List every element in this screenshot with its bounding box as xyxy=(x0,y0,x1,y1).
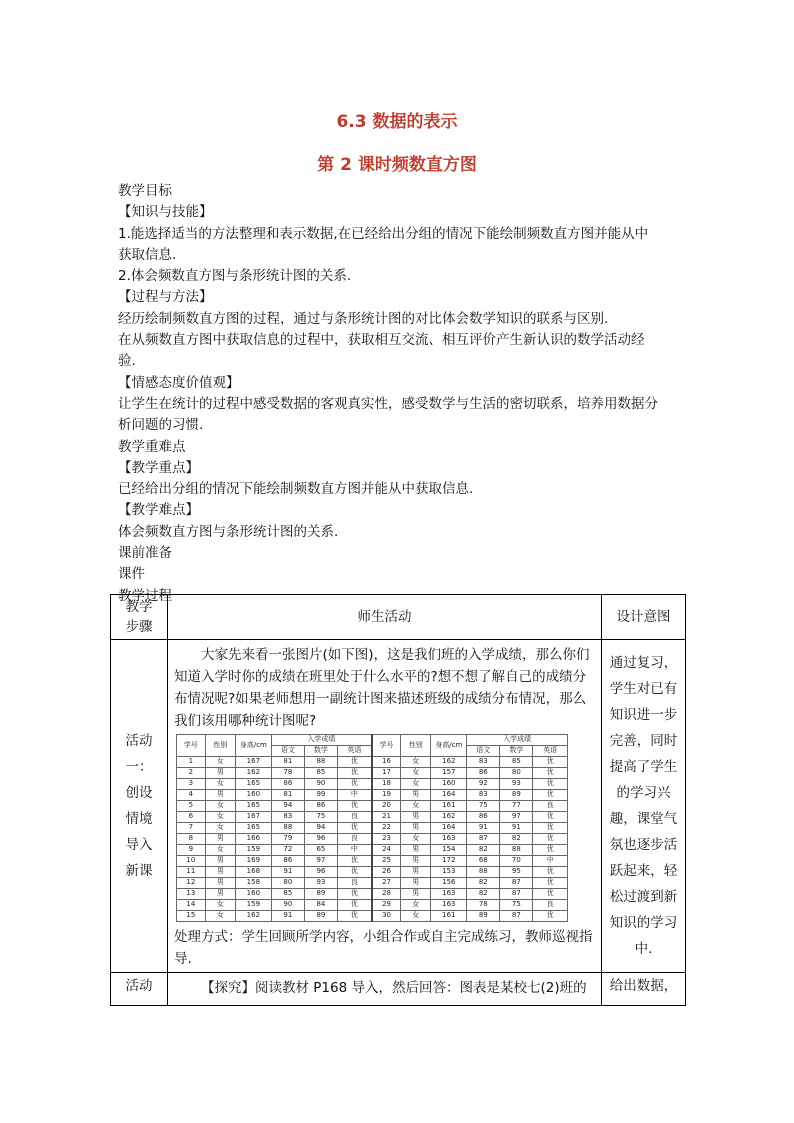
grades-cell: 优 xyxy=(533,911,568,922)
grades-cell: 86 xyxy=(271,856,304,867)
grades-cell: 89 xyxy=(500,790,533,801)
grades-cell: 78 xyxy=(467,900,500,911)
grades-cell: 96 xyxy=(304,834,337,845)
table-row xyxy=(111,640,686,973)
grades-cell: 8 xyxy=(177,834,206,845)
grades-header-row xyxy=(177,735,568,746)
grades-cell: 男 xyxy=(205,834,235,845)
text-line: 课前准备 xyxy=(118,545,172,562)
grades-cell: 女 xyxy=(205,779,235,790)
grades-cell: 25 xyxy=(372,856,401,867)
grades-cell: 男 xyxy=(205,889,235,900)
grades-cell: 162 xyxy=(235,768,271,779)
grades-cell: 75 xyxy=(467,801,500,812)
grades-cell: 女 xyxy=(205,801,235,812)
text-line: 在从频数直方图中获取信息的过程中，获取相互交流、相互评价产生新认识的数学活动经 xyxy=(118,332,645,349)
grades-cell: 168 xyxy=(235,867,271,878)
grades-header-id: 学号 xyxy=(372,735,401,757)
grades-header-score: 入学成绩 xyxy=(271,735,372,746)
grades-header-id: 学号 xyxy=(177,735,206,757)
text-line: 析问题的习惯. xyxy=(118,417,204,434)
grades-header-height: 身高/cm xyxy=(235,735,271,757)
text-line: 教学目标 xyxy=(118,183,172,199)
grades-cell: 优 xyxy=(533,757,568,768)
grades-cell: 70 xyxy=(500,856,533,867)
grades-cell: 85 xyxy=(271,889,304,900)
grades-cell: 女 xyxy=(205,911,235,922)
grades-cell: 153 xyxy=(431,867,467,878)
grades-cell: 97 xyxy=(500,812,533,823)
grades-header-math: 数学 xyxy=(304,746,337,757)
table-row xyxy=(111,973,686,1006)
grades-cell: 女 xyxy=(401,768,431,779)
grades-cell: 26 xyxy=(372,867,401,878)
grades-cell: 83 xyxy=(467,790,500,801)
grades-cell: 优 xyxy=(533,878,568,889)
activity-method: 处理方式：学生回顾所学内容，小组合作或自主完成练习，教师巡视指导. xyxy=(174,929,593,967)
grades-cell: 88 xyxy=(500,845,533,856)
grades-cell: 良 xyxy=(337,834,372,845)
grades-cell: 19 xyxy=(372,790,401,801)
grades-cell: 15 xyxy=(177,911,206,922)
grades-cell: 优 xyxy=(533,845,568,856)
grades-cell: 优 xyxy=(337,779,372,790)
grades-cell: 78 xyxy=(271,768,304,779)
grades-cell: 14 xyxy=(177,900,206,911)
grades-cell: 162 xyxy=(235,911,271,922)
grades-cell: 88 xyxy=(304,757,337,768)
grades-cell: 159 xyxy=(235,900,271,911)
grades-cell: 160 xyxy=(431,779,467,790)
grades-cell: 1 xyxy=(177,757,206,768)
grades-row xyxy=(177,911,568,922)
grades-cell: 优 xyxy=(533,834,568,845)
grades-cell: 86 xyxy=(467,768,500,779)
grades-cell: 男 xyxy=(401,867,431,878)
grades-cell: 86 xyxy=(304,801,337,812)
grades-row xyxy=(177,845,568,856)
grades-cell: 优 xyxy=(337,856,372,867)
grades-cell: 88 xyxy=(271,823,304,834)
text-line: 让学生在统计的过程中感受数据的客观真实性，感受数学与生活的密切联系，培养用数据分 xyxy=(118,395,658,412)
grades-cell: 159 xyxy=(235,845,271,856)
grades-cell: 93 xyxy=(500,779,533,790)
grades-cell: 97 xyxy=(304,856,337,867)
grades-cell: 3 xyxy=(177,779,206,790)
grades-row xyxy=(177,790,568,801)
grades-cell: 优 xyxy=(337,900,372,911)
grades-cell: 92 xyxy=(467,779,500,790)
grades-cell: 10 xyxy=(177,856,206,867)
activity-intro: 大家先来看一张图片(如下图)，这是我们班的入学成绩，那么你们知道入学时你的成绩在班里处于什么水平的?想不想了解自己的成绩分布情况呢?如果老师想用一副统计图来描述班级的成绩分布情况，那么我们该用哪种统计图呢? xyxy=(174,647,590,729)
grades-cell: 164 xyxy=(431,823,467,834)
text-line: 已经给出分组的情况下能绘制频数直方图并能从中获取信息. xyxy=(118,481,474,498)
grades-cell: 20 xyxy=(372,801,401,812)
grades-cell: 6 xyxy=(177,812,206,823)
grades-cell: 18 xyxy=(372,779,401,790)
grades-cell: 167 xyxy=(235,812,271,823)
grades-cell: 87 xyxy=(500,889,533,900)
grades-cell: 17 xyxy=(372,768,401,779)
grades-header-english: 英语 xyxy=(337,746,372,757)
grades-cell: 85 xyxy=(500,757,533,768)
teaching-process-table xyxy=(110,594,686,1006)
grades-cell: 162 xyxy=(431,757,467,768)
grades-cell: 良 xyxy=(337,878,372,889)
step-cell xyxy=(111,640,168,973)
grades-cell: 16 xyxy=(372,757,401,768)
grades-cell: 154 xyxy=(431,845,467,856)
grades-cell: 男 xyxy=(401,889,431,900)
grades-cell: 83 xyxy=(467,757,500,768)
grades-cell: 优 xyxy=(533,768,568,779)
grades-cell: 82 xyxy=(467,878,500,889)
step-cell: 活动 xyxy=(111,973,168,1006)
grades-cell: 82 xyxy=(467,889,500,900)
grades-cell: 158 xyxy=(235,878,271,889)
grades-cell: 160 xyxy=(235,889,271,900)
grades-cell: 90 xyxy=(271,900,304,911)
grades-cell: 89 xyxy=(304,911,337,922)
header-activity: 师生活动 xyxy=(168,595,602,640)
grades-cell: 93 xyxy=(304,878,337,889)
grades-cell: 80 xyxy=(500,768,533,779)
grades-cell: 83 xyxy=(271,812,304,823)
grades-cell: 90 xyxy=(304,779,337,790)
grades-cell: 165 xyxy=(235,801,271,812)
grades-cell: 男 xyxy=(205,867,235,878)
grades-cell: 中 xyxy=(337,845,372,856)
grades-cell: 男 xyxy=(205,790,235,801)
grades-row xyxy=(177,801,568,812)
grades-row xyxy=(177,757,568,768)
grades-cell: 女 xyxy=(205,823,235,834)
text-line: 【教学重点】 xyxy=(118,459,199,476)
grades-cell: 157 xyxy=(431,768,467,779)
grades-cell: 4 xyxy=(177,790,206,801)
text-line: 【教学难点】 xyxy=(118,502,199,519)
text-line: 验. xyxy=(118,353,136,370)
grades-cell: 30 xyxy=(372,911,401,922)
grades-cell: 89 xyxy=(304,889,337,900)
activity-cell xyxy=(168,973,602,1006)
grades-cell: 79 xyxy=(271,834,304,845)
grades-cell: 86 xyxy=(467,812,500,823)
grades-cell: 161 xyxy=(431,801,467,812)
grades-cell: 75 xyxy=(304,812,337,823)
grades-row xyxy=(177,823,568,834)
grades-row xyxy=(177,878,568,889)
grades-cell: 男 xyxy=(205,878,235,889)
grades-cell: 82 xyxy=(500,834,533,845)
grades-cell: 11 xyxy=(177,867,206,878)
grades-cell: 28 xyxy=(372,889,401,900)
grades-row xyxy=(177,900,568,911)
grades-cell: 160 xyxy=(235,790,271,801)
grades-cell: 65 xyxy=(304,845,337,856)
grades-cell: 女 xyxy=(401,911,431,922)
step-label: 活动一：创设情境导入新课 xyxy=(125,733,153,879)
grades-header-chinese: 语文 xyxy=(271,746,304,757)
grades-cell: 优 xyxy=(533,889,568,900)
grades-cell: 156 xyxy=(431,878,467,889)
text-line: 体会频数直方图与条形统计图的关系. xyxy=(118,523,339,540)
grades-cell: 91 xyxy=(500,823,533,834)
grades-cell: 优 xyxy=(337,911,372,922)
objectives-section xyxy=(118,181,688,607)
grades-cell: 13 xyxy=(177,889,206,900)
grades-cell: 女 xyxy=(401,757,431,768)
grades-cell: 5 xyxy=(177,801,206,812)
text-line: 【知识与技能】 xyxy=(118,204,213,221)
header-intent: 设计意图 xyxy=(602,595,686,640)
grades-cell: 81 xyxy=(271,790,304,801)
grades-cell: 优 xyxy=(533,823,568,834)
grades-cell: 优 xyxy=(337,867,372,878)
grades-cell: 99 xyxy=(304,790,337,801)
grades-cell: 27 xyxy=(372,878,401,889)
grades-cell: 167 xyxy=(235,757,271,768)
grades-cell: 7 xyxy=(177,823,206,834)
grades-cell: 中 xyxy=(533,856,568,867)
grades-cell: 22 xyxy=(372,823,401,834)
grades-row xyxy=(177,768,568,779)
header-step: 教学步骤 xyxy=(111,595,168,640)
grades-cell: 89 xyxy=(467,911,500,922)
grades-cell: 女 xyxy=(205,845,235,856)
grades-row xyxy=(177,867,568,878)
text-line: 【过程与方法】 xyxy=(118,289,213,306)
grades-cell: 优 xyxy=(533,867,568,878)
grades-cell: 75 xyxy=(500,900,533,911)
grades-cell: 优 xyxy=(337,768,372,779)
document-subtitle: 第 2 课时频数直方图 xyxy=(317,155,477,175)
grades-header-height: 身高/cm xyxy=(431,735,467,757)
grades-cell: 优 xyxy=(337,889,372,900)
grades-cell: 女 xyxy=(205,900,235,911)
grades-cell: 优 xyxy=(337,801,372,812)
grades-cell: 24 xyxy=(372,845,401,856)
document-title: 6.3 数据的表示 xyxy=(336,112,458,132)
grades-cell: 21 xyxy=(372,812,401,823)
grades-cell: 优 xyxy=(533,812,568,823)
grades-cell: 男 xyxy=(401,845,431,856)
grades-cell: 男 xyxy=(205,856,235,867)
grades-cell: 95 xyxy=(500,867,533,878)
activity-text: 【探究】阅读教材 P168 导入，然后回答：图表是某校七(2)班的 xyxy=(201,980,587,996)
grades-header-sex: 性别 xyxy=(205,735,235,757)
intent-cell xyxy=(602,640,686,973)
grades-cell: 162 xyxy=(431,812,467,823)
grades-row xyxy=(177,889,568,900)
grades-cell: 29 xyxy=(372,900,401,911)
grades-cell: 91 xyxy=(271,911,304,922)
grades-header-math: 数学 xyxy=(500,746,533,757)
grades-cell: 94 xyxy=(271,801,304,812)
grades-cell: 女 xyxy=(401,801,431,812)
grades-cell: 9 xyxy=(177,845,206,856)
grades-cell: 84 xyxy=(304,900,337,911)
grades-cell: 172 xyxy=(431,856,467,867)
grades-row xyxy=(177,856,568,867)
grades-cell: 优 xyxy=(533,790,568,801)
grades-cell: 80 xyxy=(271,878,304,889)
grades-header-english: 英语 xyxy=(533,746,568,757)
grades-cell: 女 xyxy=(205,812,235,823)
grades-cell: 女 xyxy=(205,757,235,768)
intent-text: 通过复习，学生对已有知识进一步完善，同时提高了学生的学习兴趣，课堂气氛也逐步活跃起来，轻松过渡到新知识的学习中. xyxy=(609,655,678,957)
grades-cell: 87 xyxy=(500,878,533,889)
grades-cell: 91 xyxy=(467,823,500,834)
activity-cell xyxy=(168,640,602,973)
grades-header-score: 入学成绩 xyxy=(467,735,568,746)
grades-row xyxy=(177,779,568,790)
grades-cell: 163 xyxy=(431,900,467,911)
table-header-row xyxy=(111,595,686,640)
text-line: 教学过程 xyxy=(118,587,172,604)
grades-cell: 中 xyxy=(337,790,372,801)
grades-cell: 男 xyxy=(205,768,235,779)
grades-cell: 女 xyxy=(401,834,431,845)
text-line: 课件 xyxy=(118,566,145,583)
grades-cell: 85 xyxy=(304,768,337,779)
text-line: 获取信息. xyxy=(118,246,177,263)
grades-cell: 87 xyxy=(500,911,533,922)
grades-cell: 82 xyxy=(467,845,500,856)
grades-cell: 81 xyxy=(271,757,304,768)
grades-cell: 23 xyxy=(372,834,401,845)
grades-cell: 165 xyxy=(235,779,271,790)
grades-cell: 163 xyxy=(431,889,467,900)
grades-cell: 88 xyxy=(467,867,500,878)
grades-cell: 男 xyxy=(401,823,431,834)
text-line: 经历绘制频数直方图的过程，通过与条形统计图的对比体会数学知识的联系与区别. xyxy=(118,310,609,327)
grades-row xyxy=(177,812,568,823)
grades-cell: 2 xyxy=(177,768,206,779)
grades-cell: 68 xyxy=(467,856,500,867)
grades-cell: 94 xyxy=(304,823,337,834)
grades-cell: 161 xyxy=(431,911,467,922)
grades-cell: 良 xyxy=(533,801,568,812)
grades-cell: 男 xyxy=(401,812,431,823)
grades-cell: 163 xyxy=(431,834,467,845)
grades-cell: 男 xyxy=(401,790,431,801)
grades-cell: 优 xyxy=(533,779,568,790)
grades-cell: 91 xyxy=(271,867,304,878)
grades-cell: 女 xyxy=(401,900,431,911)
grades-cell: 优 xyxy=(337,823,372,834)
grades-header-sex: 性别 xyxy=(401,735,431,757)
grades-cell: 12 xyxy=(177,878,206,889)
grades-cell: 166 xyxy=(235,834,271,845)
grades-cell: 96 xyxy=(304,867,337,878)
grades-header-chinese: 语文 xyxy=(467,746,500,757)
grades-cell: 77 xyxy=(500,801,533,812)
grades-cell: 良 xyxy=(533,900,568,911)
intent-cell: 给出数据， xyxy=(602,973,686,1006)
grades-cell: 男 xyxy=(401,878,431,889)
grades-cell: 良 xyxy=(337,812,372,823)
grades-cell: 优 xyxy=(337,757,372,768)
grades-cell: 男 xyxy=(401,856,431,867)
grades-cell: 女 xyxy=(401,779,431,790)
grades-row xyxy=(177,834,568,845)
grades-cell: 87 xyxy=(467,834,500,845)
grades-cell: 72 xyxy=(271,845,304,856)
grades-cell: 164 xyxy=(431,790,467,801)
text-line: 教学重难点 xyxy=(118,438,186,455)
grades-table xyxy=(176,734,568,922)
grades-cell: 86 xyxy=(271,779,304,790)
text-line: 2.体会频数直方图与条形统计图的关系. xyxy=(118,268,352,285)
grades-cell: 165 xyxy=(235,823,271,834)
grades-cell: 169 xyxy=(235,856,271,867)
text-line: 【情感态度价值观】 xyxy=(118,374,240,391)
text-line: 1.能选择适当的方法整理和表示数据,在已经给出分组的情况下能绘制频数直方图并能从中 xyxy=(118,225,649,242)
